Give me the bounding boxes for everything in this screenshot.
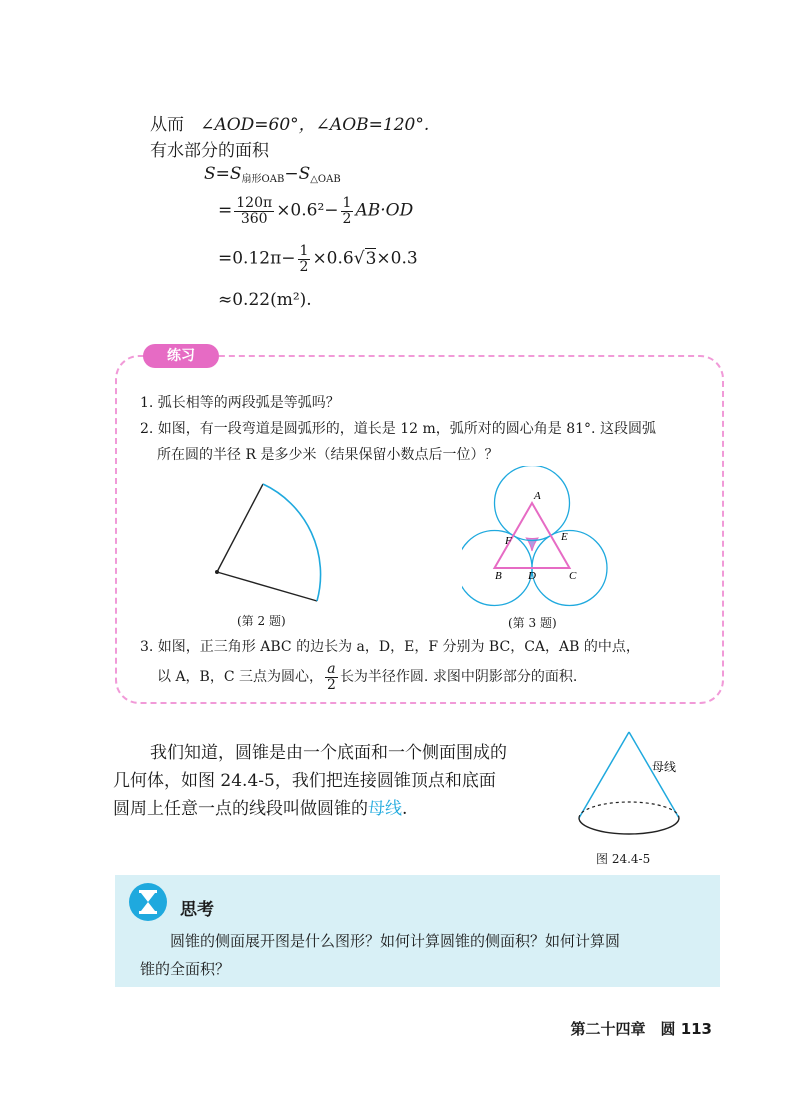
page-footer: [570, 1018, 712, 1039]
solution-line-6: ≈0.22(m²).: [218, 290, 312, 310]
cone-figure-caption: 图 24.4-5: [596, 852, 651, 866]
label-c: C: [569, 570, 577, 582]
figure-2-caption: (第 2 题): [237, 614, 286, 628]
cone-side-right: [629, 732, 679, 818]
sector-center: [215, 570, 219, 574]
page-number: 113: [680, 1020, 712, 1038]
exercise-3-line-2: 以 A，B，C 三点为圆心， $\frac{a}{2}$ 长为半径作圆. 求图中阴影部分的面积.: [157, 661, 578, 693]
label-f: F: [505, 535, 512, 547]
solution-line-2: 有水部分的面积: [150, 141, 269, 161]
term-generatrix: 母线: [368, 799, 402, 819]
label-a: A: [534, 490, 541, 502]
think-line-2: 锥的全面积？: [140, 960, 231, 978]
sector-radius-1: [217, 484, 263, 572]
three-circles-figure: [462, 466, 612, 616]
cone-base-back: [579, 802, 679, 818]
label-b: B: [495, 570, 502, 582]
exercise-1: 1. 弧长相等的两段弧是等弧吗？: [140, 395, 340, 411]
practice-tag: 练习: [143, 344, 219, 368]
cone-side-left: [579, 732, 629, 818]
hourglass-icon: [128, 882, 168, 922]
cone-paragraph-line-3: 圆周上任意一点的线段叫做圆锥的母线.: [113, 799, 408, 819]
generatrix-label: 母线: [652, 760, 677, 774]
cone-base-front: [579, 818, 679, 834]
sector-figure: [205, 478, 335, 608]
sector-arc: [263, 484, 321, 601]
chapter-title: 第二十四章 圆: [570, 1020, 676, 1038]
figure-3-caption: (第 3 题): [508, 616, 557, 630]
solution-line-1: 从而 ∠AOD=60°，∠AOB=120°.: [150, 115, 430, 135]
think-line-1: 圆锥的侧面展开图是什么图形？如何计算圆锥的侧面积？如何计算圆: [170, 932, 621, 950]
solution-line-3: $S=S_{扇形OAB}-S_{\triangle OAB}$: [204, 164, 341, 185]
solution-line-4: = $\frac{120\pi}{360}$ ×0.6²− $\frac{1}{2}$ AB·OD: [218, 195, 414, 227]
solution-line-5: =0.12π− $\frac{1}{2}$ ×0.6√3×0.3: [218, 243, 418, 275]
cone-figure: [574, 728, 704, 853]
label-e: E: [561, 531, 568, 543]
think-title: 思考: [180, 900, 214, 920]
cone-paragraph-line-2: 几何体，如图 24.4-5，我们把连接圆锥顶点和底面: [113, 771, 496, 791]
exercise-3-line-1: 3. 如图，正三角形 ABC 的边长为 a，D，E，F 分别为 BC，CA，AB 的中点，: [140, 639, 640, 655]
label-d: D: [528, 570, 536, 582]
exercise-2-line-1: 2. 如图，有一段弯道是圆弧形的，道长是 12 m，弧所对的圆心角是 81°. 这段圆弧: [140, 421, 656, 437]
sector-radius-2: [217, 572, 317, 601]
exercise-2-line-2: 所在圆的半径 R 是多少米（结果保留小数点后一位）？: [157, 447, 499, 463]
cone-paragraph-line-1: 我们知道，圆锥是由一个底面和一个侧面围成的: [150, 743, 507, 763]
